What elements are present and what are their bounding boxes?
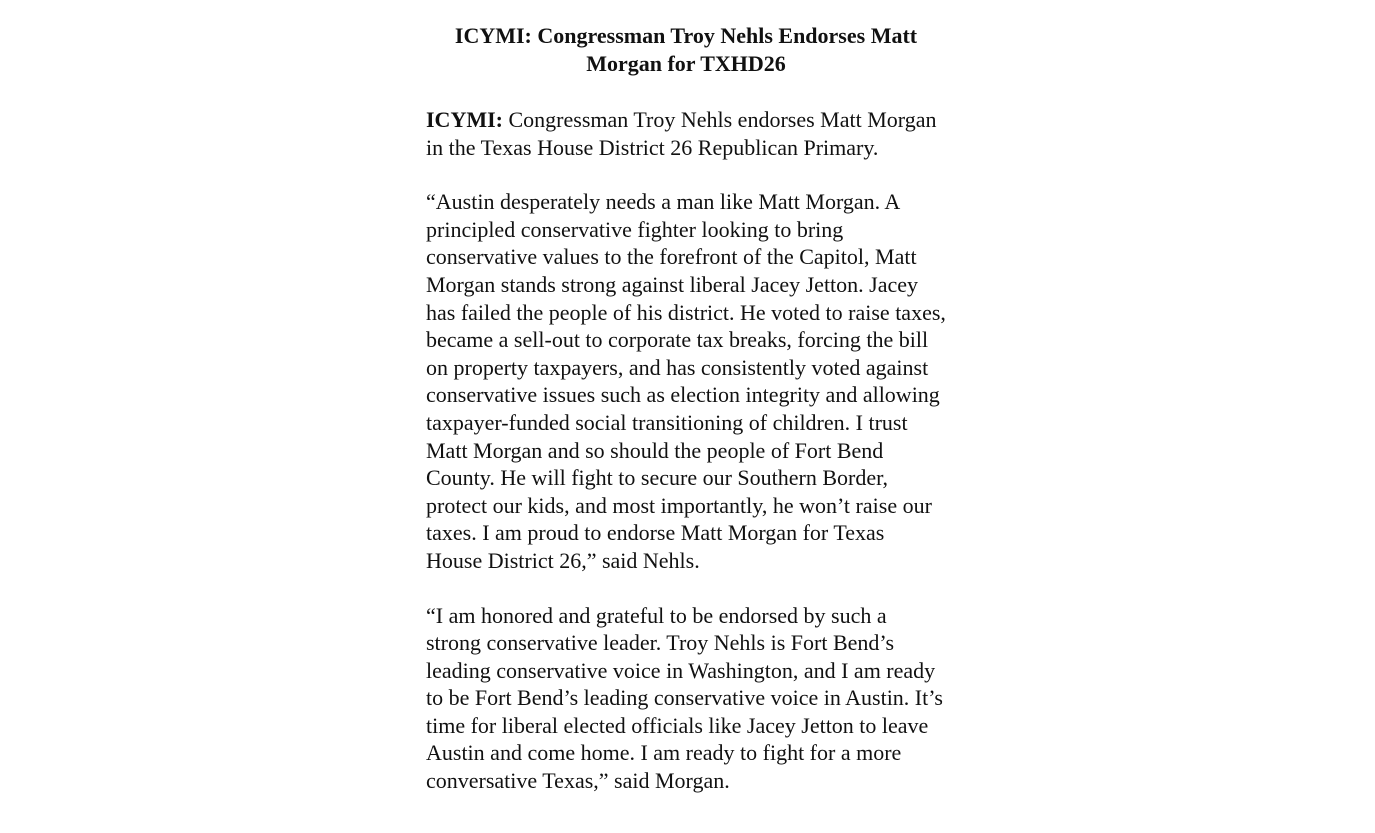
intro-label: ICYMI: — [426, 107, 503, 132]
press-release — [426, 22, 946, 822]
title-line-2: Morgan for TXHD26 — [586, 51, 786, 76]
intro-text: Congressman Troy Nehls endorses Matt Morgan in the Texas House District 26 Republican Primary. — [426, 107, 937, 160]
intro-paragraph — [426, 106, 946, 161]
press-release-title — [426, 22, 946, 78]
title-line-1: ICYMI: Congressman Troy Nehls Endorses Matt — [454, 23, 918, 48]
nehls-quote-paragraph: “Austin desperately needs a man like Matt Morgan. A principled conservative fighter looking to bring conservative values to the forefront of the Capitol, Matt Morgan stands strong against liberal Jacey Jetton. Jacey has failed the people of his district. He voted to raise taxes, became a sell-out to corporate tax breaks, forcing the bill on property taxpayers, and has consistently voted against conservative issues such as election integrity and allowing taxpayer-funded social transitioning of children. I trust Matt Morgan and so should the people of Fort Bend County. He will fight to secure our Southern Border, protect our kids, and most importantly, he won’t raise our taxes. I am proud to endorse Matt Morgan for Texas House District 26,” said Nehls. — [426, 189, 946, 573]
morgan-quote-paragraph: “I am honored and grateful to be endorsed by such a strong conservative leader. Troy Nehls is Fort Bend’s leading conservative voice in Washington, and I am ready to be Fort Bend’s leading conservative voice in Austin. It’s time for liberal elected officials like Jacey Jetton to leave Austin and come home. I am ready to fight for a more conversative Texas,” said Morgan. — [426, 602, 943, 794]
